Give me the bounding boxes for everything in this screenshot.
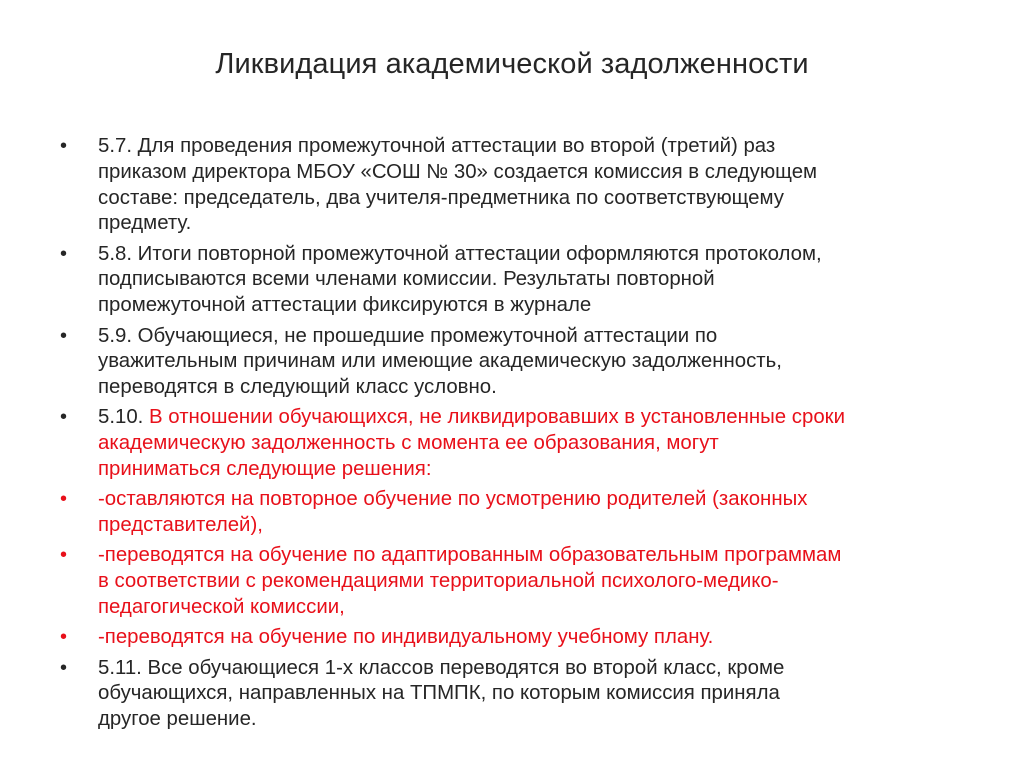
bullet-list <box>60 134 980 738</box>
item-line: составе: председатель, два учителя-предметника по соответствующему <box>98 186 784 209</box>
bullet-icon: • <box>60 488 68 511</box>
item-line: 5.8. Итоги повторной промежуточной аттестации оформляются протоколом, <box>98 242 822 265</box>
bullet-icon: • <box>60 324 68 347</box>
list-item-5-10 <box>60 405 980 482</box>
item-line: приниматься следующие решения: <box>98 458 432 481</box>
item-line: 5.7. Для проведения промежуточной аттестации во второй (третий) раз <box>98 135 776 157</box>
bullet-icon: • <box>60 135 68 157</box>
item-line: промежуточной аттестации фиксируются в журнале <box>98 294 592 317</box>
item-line: -переводятся на обучение по адаптированным образовательным программам <box>98 544 842 567</box>
item-line: приказом директора МБОУ «СОШ № 30» создается комиссия в следующем <box>98 160 818 183</box>
item-line: другое решение. <box>98 708 257 731</box>
list-item-5-7 <box>60 134 980 237</box>
list-item-5-8 <box>60 242 980 319</box>
list-item-5-9 <box>60 324 980 401</box>
bullet-icon: • <box>60 656 68 679</box>
list-item-individual-plan <box>60 625 980 651</box>
item-line: -оставляются на повторное обучение по усмотрению родителей (законных <box>98 488 808 511</box>
bullet-icon: • <box>60 406 68 429</box>
item-line: -переводятся на обучение по индивидуальному учебному плану. <box>98 626 714 649</box>
item-prefix: 5.10. <box>98 406 150 429</box>
item-line: подписываются всеми членами комиссии. Результаты повторной <box>98 268 715 291</box>
item-line: переводятся в следующий класс условно. <box>98 376 497 399</box>
item-line <box>98 405 980 431</box>
item-line: представителей), <box>98 514 263 537</box>
item-line: 5.11. Все обучающиеся 1-х классов переводятся во второй класс, кроме <box>98 656 785 679</box>
item-red-text: В отношении обучающихся, не ликвидировавших в установленные сроки <box>149 406 845 429</box>
list-item-adapted-programs <box>60 543 980 620</box>
list-item-5-11 <box>60 656 980 733</box>
item-line: академическую задолженность с момента ее образования, могут <box>98 432 719 455</box>
item-line: уважительным причинам или имеющие академическую задолженность, <box>98 350 782 373</box>
item-line: педагогической комиссии, <box>98 596 345 619</box>
bullet-icon: • <box>60 242 68 265</box>
item-line: обучающихся, направленных на ТПМПК, по которым комиссия приняла <box>98 682 780 705</box>
bullet-icon: • <box>60 544 68 567</box>
bullet-icon: • <box>60 626 68 649</box>
item-line: предмету. <box>98 212 192 235</box>
item-line: 5.9. Обучающиеся, не прошедшие промежуточной аттестации по <box>98 324 718 347</box>
item-line: в соответствии с рекомендациями территориальной психолого-медико- <box>98 570 779 593</box>
slide-title: Ликвидация академической задолженности <box>215 48 809 80</box>
list-item-repeat-training <box>60 487 980 539</box>
